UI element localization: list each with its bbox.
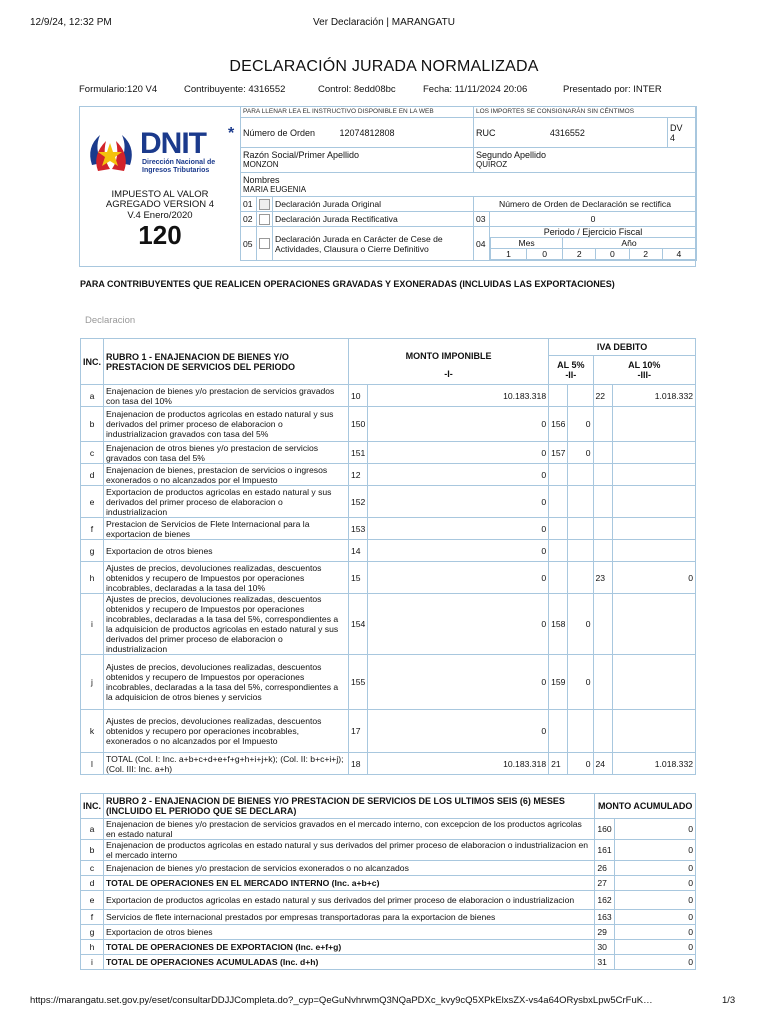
table-row xyxy=(81,594,696,655)
iva5-code xyxy=(549,385,568,407)
code-01: 01 xyxy=(241,197,257,212)
acum-code: 26 xyxy=(595,861,614,876)
iva5-code xyxy=(549,518,568,540)
rubro1-monto-header xyxy=(349,339,549,385)
table-row xyxy=(81,385,696,407)
rubro1-monto-label: MONTO IMPONIBLE xyxy=(405,351,492,361)
acum-code: 29 xyxy=(595,925,614,940)
orden-label: Número de Orden xyxy=(243,127,316,138)
iva10-value xyxy=(612,407,695,442)
table-row xyxy=(81,655,696,710)
monto-value: 0 xyxy=(368,710,549,753)
ruc-label: RUC xyxy=(476,127,496,138)
row-inc: a xyxy=(81,819,104,840)
row-inc: j xyxy=(81,655,104,710)
row-inc: f xyxy=(81,910,104,925)
monto-code: 14 xyxy=(349,540,368,562)
nombres-label: Nombres xyxy=(243,174,280,185)
iva5-value xyxy=(568,486,593,518)
iva10-value xyxy=(612,655,695,710)
tax-line-3: V.4 Enero/2020 xyxy=(127,210,193,221)
monto-value: 0 xyxy=(368,655,549,710)
row-description: Exportacion de otros bienes xyxy=(104,925,595,940)
table-row xyxy=(81,710,696,753)
dnit-emblem-icon xyxy=(82,125,142,183)
rubro1-al5-label: AL 5% xyxy=(557,360,585,370)
row-description: Enajenacion de bienes y/o prestacion de servicios gravados con tasa del 10% xyxy=(104,385,349,407)
monto-value: 10.183.318 xyxy=(368,753,549,775)
table-row xyxy=(81,910,696,925)
monto-value: 0 xyxy=(368,442,549,464)
iva10-code: 23 xyxy=(593,562,612,594)
period-digit: 0 xyxy=(596,249,629,260)
iva5-value: 0 xyxy=(568,655,593,710)
segundo-label: Segundo Apellido xyxy=(476,150,547,160)
table-row xyxy=(81,876,696,891)
row-description: TOTAL DE OPERACIONES ACUMULADAS (Inc. d+h) xyxy=(104,955,595,970)
rubro1-table xyxy=(80,338,696,775)
razon-cell xyxy=(241,148,474,173)
iva5-code: 21 xyxy=(549,753,568,775)
iva10-code xyxy=(593,518,612,540)
rubro1-al5-header xyxy=(549,356,593,385)
iva5-value xyxy=(568,518,593,540)
table-row xyxy=(81,891,696,910)
monto-value: 0 xyxy=(368,407,549,442)
table-row xyxy=(81,925,696,940)
row-description: Enajenacion de otros bienes y/o prestacion de servicios gravados con tasa del 5% xyxy=(104,442,349,464)
acum-code: 161 xyxy=(595,840,614,861)
segundo-value: QUIROZ xyxy=(476,160,508,169)
iva10-value xyxy=(612,486,695,518)
rubro1-title: RUBRO 1 - ENAJENACION DE BIENES Y/O PRESTACION DE SERVICIOS DEL PERIODO xyxy=(104,339,349,385)
row-description: Enajenacion de productos agricolas en estado natural y sus derivados del primer proceso de elaboracion o industrializacion en el mercado interno xyxy=(104,840,595,861)
logo-area xyxy=(80,107,240,266)
ruc-cell xyxy=(474,118,668,148)
acum-value: 0 xyxy=(614,819,695,840)
monto-value: 0 xyxy=(368,540,549,562)
iva5-value: 0 xyxy=(568,407,593,442)
checkbox-cese-box xyxy=(259,238,270,249)
code-02: 02 xyxy=(241,212,257,227)
iva10-code: 22 xyxy=(593,385,612,407)
table-row xyxy=(81,540,696,562)
meta-contribuyente: Contribuyente: 4316552 xyxy=(184,84,286,95)
monto-value: 0 xyxy=(368,562,549,594)
tax-form-code: 120 xyxy=(138,220,182,250)
row-inc: d xyxy=(81,464,104,486)
monto-code: 153 xyxy=(349,518,368,540)
row-inc: d xyxy=(81,876,104,891)
checkbox-rectificativa-box xyxy=(259,214,270,225)
row-inc: b xyxy=(81,840,104,861)
period-digit: 0 xyxy=(527,249,563,260)
orden-value: 12074812808 xyxy=(339,127,395,138)
monto-value: 10.183.318 xyxy=(368,385,549,407)
monto-value: 0 xyxy=(368,486,549,518)
table-row xyxy=(81,819,696,840)
acum-value: 0 xyxy=(614,891,695,910)
iva5-value xyxy=(568,562,593,594)
acum-value: 0 xyxy=(614,955,695,970)
row-inc: b xyxy=(81,407,104,442)
tax-line-1: IMPUESTO AL VALOR xyxy=(111,189,209,200)
meta-control: Control: 8edd08bc xyxy=(318,84,396,95)
monto-code: 18 xyxy=(349,753,368,775)
decl-rectificativa: Declaración Jurada Rectificativa xyxy=(273,212,474,227)
acum-value: 0 xyxy=(614,861,695,876)
rubro1-al10-header xyxy=(593,356,695,385)
monto-code: 150 xyxy=(349,407,368,442)
period-digit: 1 xyxy=(491,249,527,260)
iva5-value: 0 xyxy=(568,594,593,655)
acum-value: 0 xyxy=(614,840,695,861)
iva10-code xyxy=(593,594,612,655)
iva10-value: 0 xyxy=(612,562,695,594)
rubro1-al10-sub: -III- xyxy=(637,370,652,380)
table-row xyxy=(81,753,696,775)
header-box xyxy=(79,106,696,267)
rubro1-al5-sub: -II- xyxy=(565,370,577,380)
row-inc: c xyxy=(81,861,104,876)
table-row xyxy=(81,562,696,594)
iva5-code: 158 xyxy=(549,594,568,655)
code-05: 05 xyxy=(241,227,257,261)
meta-formulario: Formulario:120 V4 xyxy=(79,84,158,95)
row-inc: f xyxy=(81,518,104,540)
meta-fecha: Fecha: 11/11/2024 20:06 xyxy=(423,84,528,95)
row-description: TOTAL DE OPERACIONES EN EL MERCADO INTERNO (Inc. a+b+c) xyxy=(104,876,595,891)
nombres-value: MARIA EUGENIA xyxy=(243,184,307,194)
row-description: Ajustes de precios, devoluciones realizadas, descuentos obtenidos y recupero de Impuestos por operaciones incobrables, declaradas a la tasa del 5%, correspondientes a la adquisicion de otros bienes y servicios xyxy=(104,655,349,710)
note-right: LOS IMPORTES SE CONSIGNARÁN SIN CÉNTIMOS xyxy=(474,107,697,118)
razon-label: Razón Social/Primer Apellido xyxy=(243,150,360,160)
checkbox-original[interactable] xyxy=(257,197,273,212)
row-inc: l xyxy=(81,753,104,775)
iva10-value xyxy=(612,594,695,655)
row-inc: a xyxy=(81,385,104,407)
rubro1-iva-header: IVA DEBITO xyxy=(549,339,696,356)
acum-value: 0 xyxy=(614,910,695,925)
row-description: Exportacion de productos agricolas en estado natural y sus derivados del primer proceso de elaboracion o industrializacion xyxy=(104,486,349,518)
iva10-value xyxy=(612,464,695,486)
checkbox-rectificativa[interactable] xyxy=(257,212,273,227)
monto-code: 15 xyxy=(349,562,368,594)
table-row xyxy=(81,518,696,540)
row-description: TOTAL DE OPERACIONES DE EXPORTACION (Inc. e+f+g) xyxy=(104,940,595,955)
row-description: Enajenacion de bienes, prestacion de servicios o ingresos exonerados o no alcanzados por el Impuesto xyxy=(104,464,349,486)
rect-value: 0 xyxy=(490,212,697,227)
iva5-code xyxy=(549,464,568,486)
monto-code: 152 xyxy=(349,486,368,518)
iva5-value xyxy=(568,540,593,562)
footer-url: https://marangatu.set.gov.py/eset/consultarDDJJCompleta.do?_cyp=QeGuNvhrwmQ3NQaPDXc_kvy9cQ5XPkElxsZX-vs4a64ORysbxLpw5CrFuK… xyxy=(30,995,653,1006)
print-datetime: 12/9/24, 12:32 PM xyxy=(30,17,112,28)
footer-page-number: 1/3 xyxy=(722,995,736,1006)
document-title: DECLARACIÓN JURADA NORMALIZADA xyxy=(229,58,539,75)
iva5-code: 159 xyxy=(549,655,568,710)
print-page-title: Ver Declaración | MARANGATU xyxy=(313,17,455,28)
acum-code: 27 xyxy=(595,876,614,891)
iva5-code xyxy=(549,540,568,562)
iva10-value xyxy=(612,442,695,464)
acum-value: 0 xyxy=(614,925,695,940)
iva10-value xyxy=(612,710,695,753)
checkbox-cese[interactable] xyxy=(257,227,273,261)
table-row xyxy=(81,840,696,861)
row-inc: e xyxy=(81,891,104,910)
table-row xyxy=(81,407,696,442)
iva5-code xyxy=(549,486,568,518)
iva10-code xyxy=(593,486,612,518)
acum-code: 30 xyxy=(595,940,614,955)
acum-value: 0 xyxy=(614,940,695,955)
row-inc: k xyxy=(81,710,104,753)
code-04: 04 xyxy=(474,227,490,261)
iva5-value: 0 xyxy=(568,442,593,464)
dv-label: DV xyxy=(670,122,683,133)
row-description: Ajustes de precios, devoluciones realizadas, descuentos obtenidos y recupero de Impuestos por operaciones incobrables, declaradas a la tasa del 10% xyxy=(104,562,349,594)
periodo-label: Periodo / Ejercicio Fiscal xyxy=(543,227,643,237)
iva5-value: 0 xyxy=(568,753,593,775)
row-inc: i xyxy=(81,955,104,970)
row-description: Ajustes de precios, devoluciones realizadas, descuentos obtenidos y recupero de Impuestos por operaciones incobrables, declaradas a la tasa del 5%, correspondientes a la adquisicion de productos agricolas en estado natural y sus derivados del primer proceso de elaboracion o industrializacion xyxy=(104,594,349,655)
iva10-code xyxy=(593,407,612,442)
acum-code: 163 xyxy=(595,910,614,925)
logo-subtitle-1: Dirección Nacional de xyxy=(142,159,216,166)
row-inc: e xyxy=(81,486,104,518)
acum-code: 31 xyxy=(595,955,614,970)
row-description: Exportacion de productos agricolas en estado natural y sus derivados del primer proceso de elaboracion o industrializacion xyxy=(104,891,595,910)
rubro2-inc-header: INC. xyxy=(81,794,104,819)
iva10-value xyxy=(612,518,695,540)
iva5-code xyxy=(549,562,568,594)
iva10-code xyxy=(593,442,612,464)
iva10-code xyxy=(593,540,612,562)
code-03: 03 xyxy=(474,212,490,227)
row-description: Ajustes de precios, devoluciones realizadas, descuentos obtenidos y recupero por operaciones incobrables, exonerados o no alcanzados por el Impuesto xyxy=(104,710,349,753)
row-description: Enajenacion de productos agricolas en estado natural y sus derivados del primer proceso de elaboracion o industrializacion gravados con tasa del 5% xyxy=(104,407,349,442)
rubro1-monto-sub: -I- xyxy=(444,369,453,379)
table-row xyxy=(81,486,696,518)
table-row xyxy=(81,464,696,486)
mes-label: Mes xyxy=(491,238,563,249)
checkbox-original-box xyxy=(259,199,270,210)
iva5-code xyxy=(549,710,568,753)
table-row xyxy=(81,955,696,970)
period-digit: 4 xyxy=(662,249,695,260)
orden-cell xyxy=(241,118,474,148)
dv-value: 4 xyxy=(670,132,676,143)
period-digit: 2 xyxy=(563,249,596,260)
monto-code: 151 xyxy=(349,442,368,464)
logo-subtitle-2: Ingresos Tributarios xyxy=(142,167,210,174)
decl-original: Declaración Jurada Original xyxy=(273,197,474,212)
monto-code: 155 xyxy=(349,655,368,710)
row-description: Prestacion de Servicios de Flete Internacional para la exportacion de bienes xyxy=(104,518,349,540)
iva5-value xyxy=(568,710,593,753)
acum-code: 162 xyxy=(595,891,614,910)
decl-cese: Declaración Jurada en Carácter de Cese de Actividades, Clausura o Cierre Definitivo xyxy=(273,227,474,261)
rubro1-inc-header: INC. xyxy=(81,339,104,385)
monto-code: 17 xyxy=(349,710,368,753)
rubro2-table xyxy=(80,793,696,970)
monto-value: 0 xyxy=(368,594,549,655)
acum-value: 0 xyxy=(614,876,695,891)
periodo-table xyxy=(490,237,696,260)
segundo-cell xyxy=(474,148,697,173)
section-title: PARA CONTRIBUYENTES QUE REALICEN OPERACIONES GRAVADAS Y EXONERADAS (INCLUIDAS LAS EXPORTACIONES) xyxy=(80,279,615,289)
meta-presentado: Presentado por: INTER xyxy=(563,84,662,95)
iva10-code xyxy=(593,655,612,710)
dnit-logo: DNIT xyxy=(140,127,206,160)
monto-value: 0 xyxy=(368,518,549,540)
iva5-value xyxy=(568,385,593,407)
table-row xyxy=(81,861,696,876)
dv-cell xyxy=(668,118,697,148)
iva10-code xyxy=(593,464,612,486)
row-inc: h xyxy=(81,562,104,594)
row-inc: h xyxy=(81,940,104,955)
monto-code: 10 xyxy=(349,385,368,407)
table-row xyxy=(81,940,696,955)
row-description: Exportacion de otros bienes xyxy=(104,540,349,562)
rubro2-title: RUBRO 2 - ENAJENACION DE BIENES Y/O PRESTACION DE SERVICIOS DE LOS ULTIMOS SEIS (6) MESES (INCLUIDO EL PERIODO QUE SE DECLARA) xyxy=(104,794,595,819)
ruc-value: 4316552 xyxy=(549,127,585,138)
periodo-cell xyxy=(490,227,697,261)
row-description: Servicios de flete internacional prestados por empresas transportadoras para la exportacion de bienes xyxy=(104,910,595,925)
monto-code: 154 xyxy=(349,594,368,655)
iva5-code: 156 xyxy=(549,407,568,442)
table-row xyxy=(81,442,696,464)
declaracion-tab[interactable]: Declaracion xyxy=(85,315,136,326)
tax-line-2: AGREGADO VERSION 4 xyxy=(105,199,215,210)
row-description: Enajenacion de bienes y/o prestacion de servicios gravados en el mercado interno, con excepcion de los productos agricolas en estado natural xyxy=(104,819,595,840)
acum-code: 160 xyxy=(595,819,614,840)
logo-star: * xyxy=(228,125,235,142)
nombres-cell xyxy=(241,173,697,197)
rubro2-monto-header: MONTO ACUMULADO xyxy=(595,794,696,819)
monto-code: 12 xyxy=(349,464,368,486)
row-inc: g xyxy=(81,925,104,940)
note-left: PARA LLENAR LEA EL INSTRUCTIVO DISPONIBLE EN LA WEB xyxy=(241,107,474,118)
row-inc: c xyxy=(81,442,104,464)
row-inc: g xyxy=(81,540,104,562)
header-fields-table xyxy=(240,106,697,261)
iva5-code: 157 xyxy=(549,442,568,464)
rect-label: Número de Orden de Declaración se rectifica xyxy=(474,197,697,212)
razon-value: MONZON xyxy=(243,160,279,169)
rubro1-al10-label: AL 10% xyxy=(628,360,661,370)
iva10-code xyxy=(593,710,612,753)
iva10-value xyxy=(612,540,695,562)
iva10-value: 1.018.332 xyxy=(612,385,695,407)
iva10-code: 24 xyxy=(593,753,612,775)
anio-label: Año xyxy=(563,238,696,249)
iva5-value xyxy=(568,464,593,486)
period-digit: 2 xyxy=(629,249,662,260)
row-description: Enajenacion de bienes y/o prestacion de servicios exonerados o no alcanzados xyxy=(104,861,595,876)
row-description: TOTAL (Col. I: Inc. a+b+c+d+e+f+g+h+i+j+k); (Col. II: b+c+i+j); (Col. III: Inc. a+h) xyxy=(104,753,349,775)
iva10-value: 1.018.332 xyxy=(612,753,695,775)
row-inc: i xyxy=(81,594,104,655)
monto-value: 0 xyxy=(368,464,549,486)
